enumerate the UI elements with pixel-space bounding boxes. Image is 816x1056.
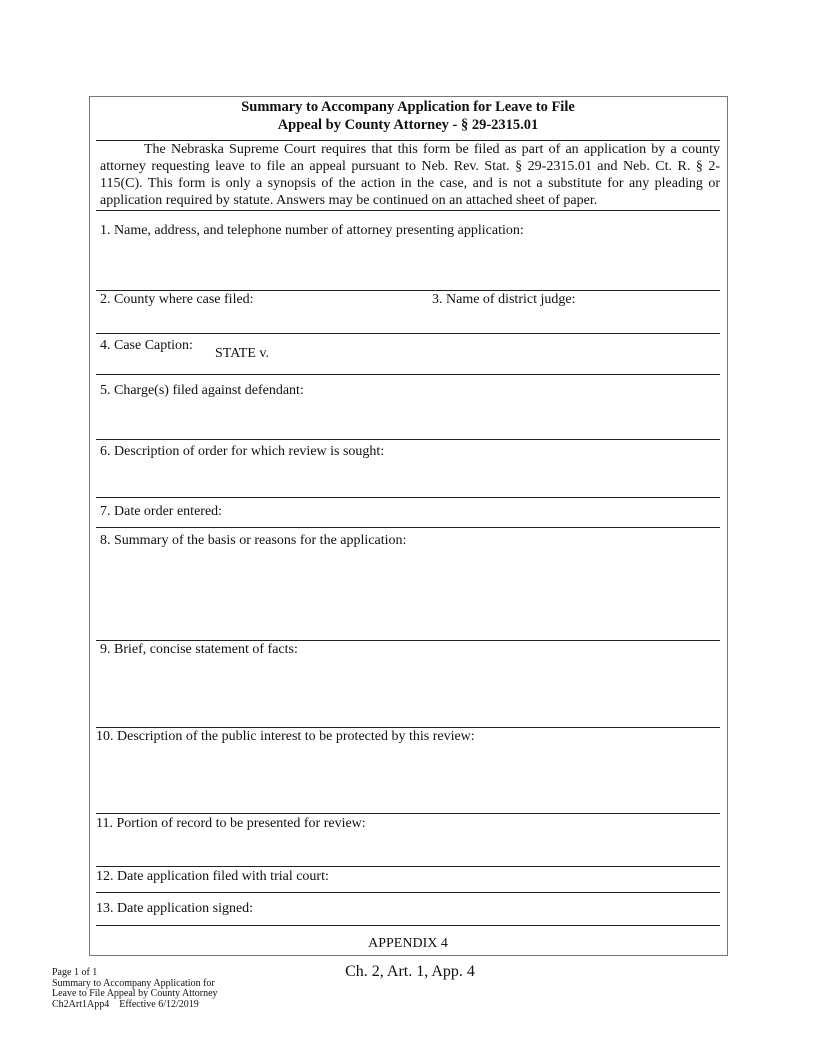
case-caption-value: STATE v. bbox=[215, 346, 269, 361]
doc-code: Ch2Art1App4 bbox=[52, 998, 110, 1010]
page-number: Page 1 of 1 bbox=[52, 967, 98, 978]
field-label-public-interest: 10. Description of the public interest to be protected by this review: bbox=[96, 729, 475, 744]
intro-paragraph bbox=[100, 141, 720, 209]
field-label-date-order-entered: 7. Date order entered: bbox=[100, 504, 223, 519]
divider bbox=[96, 210, 720, 211]
field-line-date-signed[interactable] bbox=[96, 925, 720, 926]
field-label-statement-of-facts: 9. Brief, concise statement of facts: bbox=[100, 642, 298, 657]
field-line-order-description[interactable] bbox=[96, 497, 720, 498]
field-line-public-interest[interactable] bbox=[96, 813, 720, 814]
field-label-basis-summary: 8. Summary of the basis or reasons for the application: bbox=[100, 533, 407, 548]
field-line-date-filed[interactable] bbox=[96, 892, 720, 893]
chapter-reference: Ch. 2, Art. 1, App. 4 bbox=[345, 963, 475, 980]
footer-info bbox=[52, 968, 218, 1010]
intro-text: The Nebraska Supreme Court requires that this form be filed as part of an application by a county attorney requesting leave to file an appeal pursuant to Neb. Rev. Stat. § 29-2315.01 and Neb. Ct. R. § 2-115(C). This form is only a synopsis of the action in the case, and is not a substitute for any pleading or application required by statute. Answers may be continued on an attached sheet of paper. bbox=[100, 142, 720, 208]
field-line-record-portion[interactable] bbox=[96, 866, 720, 867]
form-title-line1: Summary to Accompany Application for Leave to File bbox=[241, 99, 575, 115]
field-label-county: 2. County where case filed: bbox=[100, 292, 254, 307]
field-label-record-portion: 11. Portion of record to be presented for review: bbox=[96, 816, 366, 831]
appendix-label: APPENDIX 4 bbox=[368, 936, 448, 951]
form-title-line2: Appeal by County Attorney - § 29-2315.01 bbox=[277, 117, 539, 133]
field-line-charges[interactable] bbox=[96, 439, 720, 440]
field-label-attorney: 1. Name, address, and telephone number of attorney presenting application: bbox=[100, 223, 524, 238]
field-line-case-caption[interactable] bbox=[96, 374, 720, 375]
field-label-charges: 5. Charge(s) filed against defendant: bbox=[100, 383, 304, 398]
doc-title-line1: Summary to Accompany Application for bbox=[52, 977, 215, 989]
field-label-case-caption: 4. Case Caption: bbox=[100, 338, 193, 353]
field-label-date-filed: 12. Date application filed with trial court: bbox=[96, 869, 329, 884]
field-line-county-judge[interactable] bbox=[96, 333, 720, 334]
field-line-date-order-entered[interactable] bbox=[96, 527, 720, 528]
field-label-order-description: 6. Description of order for which review is sought: bbox=[100, 444, 385, 459]
doc-title-line2: Leave to File Appeal by County Attorney bbox=[52, 988, 218, 999]
effective-date: Effective 6/12/2019 bbox=[119, 998, 199, 1010]
field-label-date-signed: 13. Date application signed: bbox=[96, 901, 254, 916]
field-label-district-judge: 3. Name of district judge: bbox=[432, 292, 576, 307]
